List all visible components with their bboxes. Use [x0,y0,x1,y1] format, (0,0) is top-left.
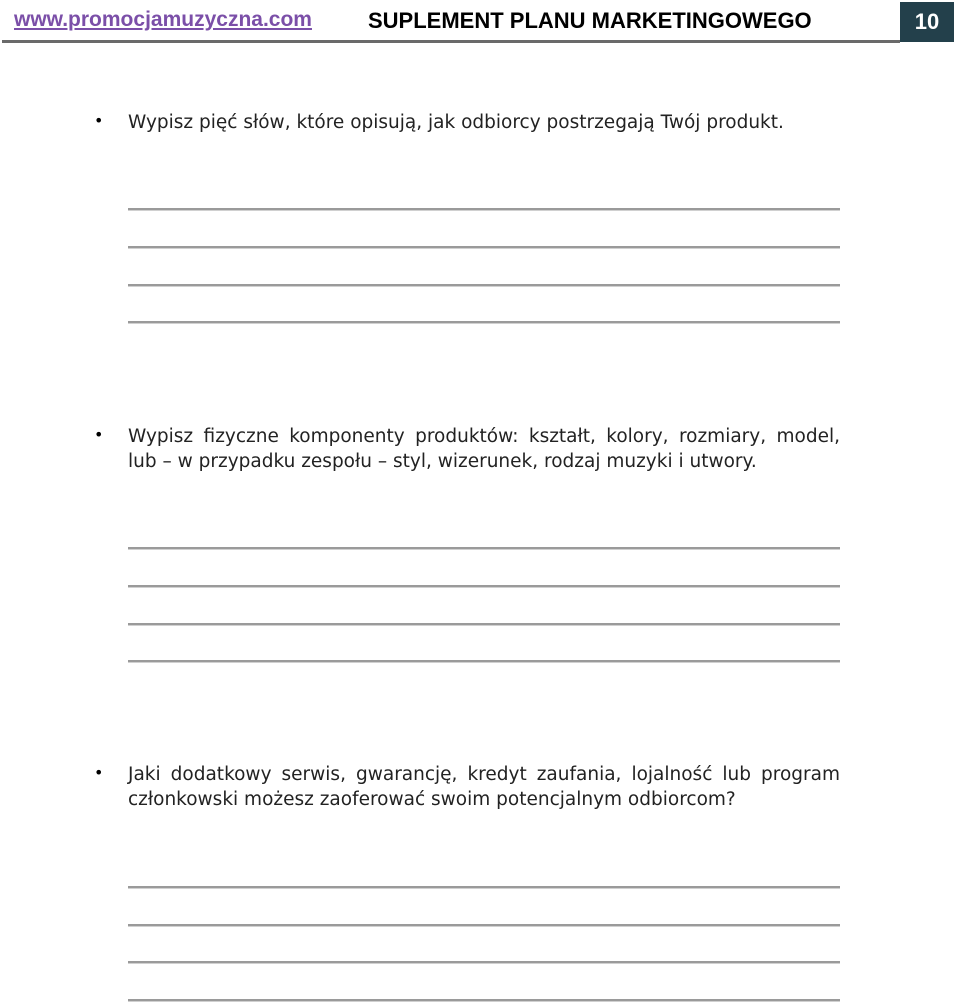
bullet-icon: • [94,111,104,130]
answer-line[interactable] [128,961,840,964]
bullet-icon: • [94,425,104,444]
answer-line[interactable] [128,924,840,927]
answer-line[interactable] [128,886,840,889]
answer-line[interactable] [128,208,840,211]
header-rule [2,40,900,43]
answer-line[interactable] [128,999,840,1002]
answer-line[interactable] [128,660,840,663]
question-2: Wypisz fizyczne komponenty produktów: kształt, kolory, rozmiary, model, lub – w przypadku zespołu – styl, wizerunek, rodzaj muzyki i utwory. [128,426,840,472]
document-title: SUPLEMENT PLANU MARKETINGOWEGO [368,8,812,33]
answer-line[interactable] [128,623,840,626]
question-1: Wypisz pięć słów, które opisują, jak odbiorcy postrzegają Twój produkt. [128,112,784,133]
bullet-icon: • [94,763,104,782]
answer-line[interactable] [128,547,840,550]
page-header [0,0,960,44]
page-number: 10 [900,2,954,42]
answer-line[interactable] [128,246,840,249]
answer-line[interactable] [128,321,840,324]
question-3: Jaki dodatkowy serwis, gwarancję, kredyt zaufania, lojalność lub program członkowski możesz zaoferować swoim potencjalnym odbiorcom? [128,764,840,810]
answer-line[interactable] [128,284,840,287]
site-link[interactable]: www.promocjamuzyczna.com [14,8,312,31]
answer-line[interactable] [128,585,840,588]
